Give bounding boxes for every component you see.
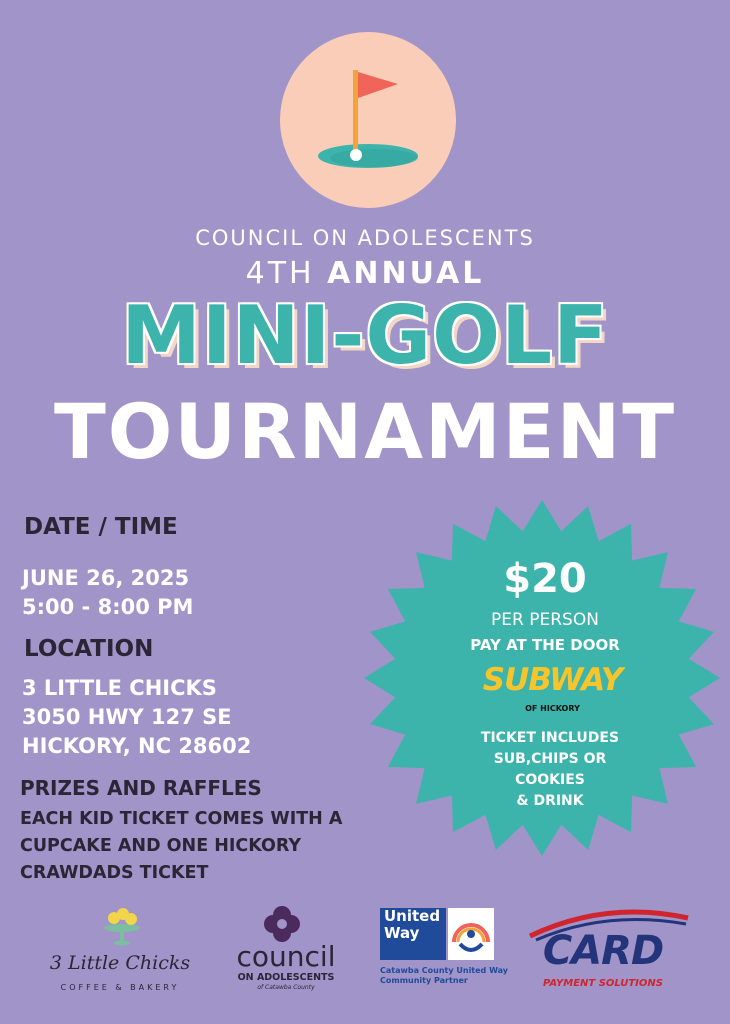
location-label: LOCATION	[24, 636, 154, 662]
council-logo-name: council	[236, 940, 336, 973]
organization-name: COUNCIL ON ADOLESCENTS	[195, 226, 535, 250]
ticket-price: $20	[503, 556, 587, 602]
location-line: HICKORY, NC 28602	[22, 734, 252, 758]
annual-word: ANNUAL	[327, 256, 485, 291]
location-line: 3050 HWY 127 SE	[22, 705, 232, 729]
date-label: DATE / TIME	[24, 514, 178, 540]
ticket-includes-line: SUB,CHIPS OR	[493, 751, 607, 767]
subway-location: OF HICKORY	[525, 704, 580, 713]
prizes-line: EACH KID TICKET COMES WITH A	[20, 809, 343, 829]
council-logo-tagline: ON ADOLESCENTS	[237, 972, 335, 983]
golf-flag-icon	[280, 32, 456, 208]
event-time: 5:00 - 8:00 PM	[22, 595, 194, 619]
title-tournament: TOURNAMENT	[53, 387, 677, 476]
united-way-line1: United	[384, 907, 441, 925]
chicks-logo-tagline: COFFEE & BAKERY	[60, 983, 180, 992]
title-mini-golf: MINI-GOLF	[121, 289, 609, 382]
subway-logo	[470, 662, 635, 698]
united-way-hand-icon	[448, 908, 494, 960]
ticket-includes-line: COOKIES	[515, 772, 585, 788]
united-way-caption: Community Partner	[380, 976, 468, 985]
council-flower-icon	[262, 904, 302, 944]
date-time-block	[22, 564, 193, 622]
chicks-cake-icon	[100, 900, 144, 950]
annual-prefix: 4TH	[245, 256, 315, 291]
united-way-line2: Way	[384, 924, 420, 942]
united-way-caption: Catawba County United Way	[380, 966, 508, 975]
pay-at-door-label: PAY AT THE DOOR	[470, 636, 620, 654]
event-date: JUNE 26, 2025	[22, 566, 190, 590]
location-line: 3 LITTLE CHICKS	[22, 676, 217, 700]
golf-logo-circle	[280, 32, 456, 208]
ticket-includes-line: TICKET INCLUDES	[480, 730, 620, 746]
prizes-line: CUPCAKE AND ONE HICKORY	[20, 836, 302, 856]
prizes-label: PRIZES AND RAFFLES	[20, 776, 262, 800]
chicks-logo-name: 3 Little Chicks	[49, 952, 191, 974]
prizes-line: CRAWDADS TICKET	[20, 863, 209, 883]
per-person-label: PER PERSON	[491, 610, 599, 630]
united-way-logo	[380, 908, 446, 960]
ticket-includes-line: & DRINK	[516, 793, 584, 809]
annual-line	[0, 256, 730, 291]
subway-logo-sub: SUB	[482, 662, 550, 698]
card-logo-name: CARD	[542, 928, 664, 974]
location-block	[22, 674, 251, 761]
subway-logo-way: WAY	[549, 662, 623, 698]
prizes-description	[20, 806, 342, 887]
council-logo-subtitle: of Catawba County	[257, 984, 315, 991]
card-logo-tagline: PAYMENT SOLUTIONS	[543, 978, 663, 989]
ticket-includes	[462, 728, 638, 812]
